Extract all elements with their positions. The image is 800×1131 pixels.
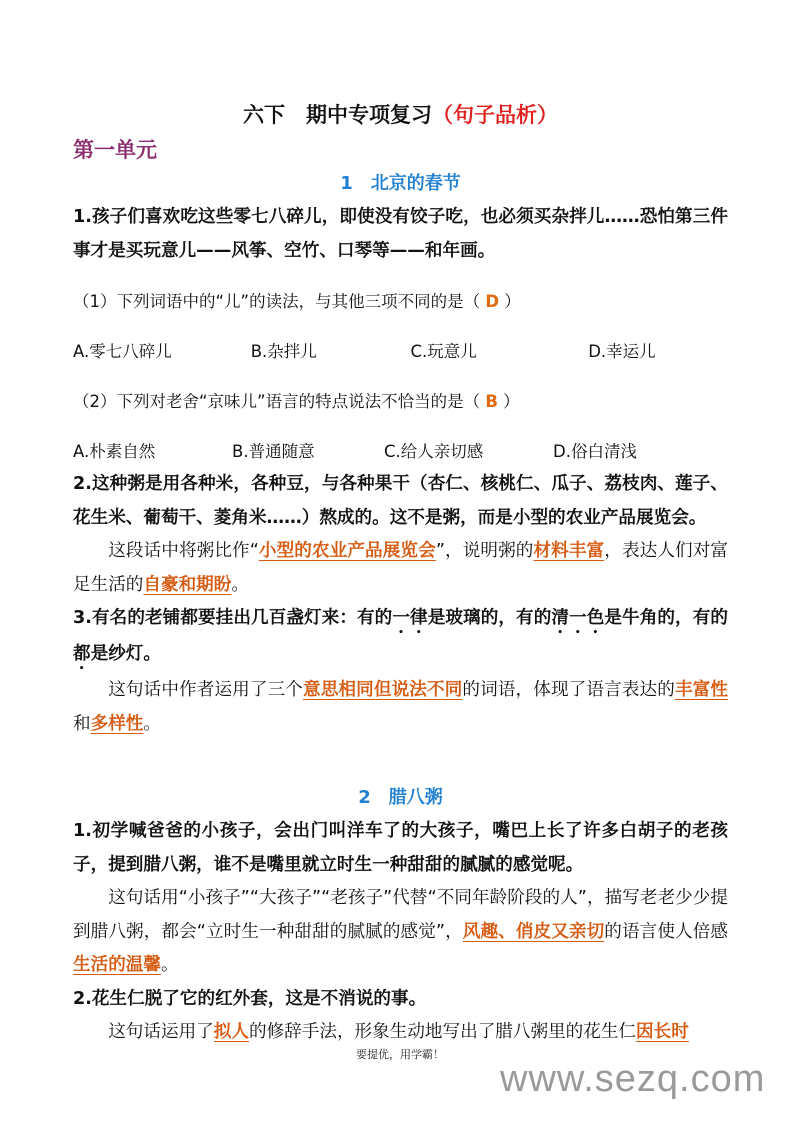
- text-segment: 。: [231, 574, 249, 595]
- unit-heading: 第一单元: [73, 138, 157, 162]
- text-segment: ）: [497, 391, 520, 411]
- text-segment: 这段话中将粥比作“: [108, 541, 259, 561]
- text-segment: 这句话用“小孩子”“大孩子”“老孩子”代替“不同年龄阶段的人”，描写老老少少提到腊八粥，都会“立时生一种甜甜的腻腻的感觉”，: [73, 888, 728, 942]
- text-segment: （1）下列词语中的“儿”的读法，与其他三项不同的是（: [73, 291, 486, 311]
- text-segment: 2.花生仁脱了它的红外套，这是不消说的事。: [73, 988, 427, 1009]
- text-segment: （2）下列对老舍“京味儿”语言的特点说法不恰当的是（: [73, 391, 486, 411]
- sub-question: [73, 385, 728, 419]
- option-item: A.零七八碎儿: [73, 341, 172, 361]
- answer-highlight: 材料丰富: [533, 541, 605, 561]
- answer-choice: B: [485, 391, 498, 411]
- answer-highlight: 因长时: [636, 1022, 689, 1042]
- title-main: 六下 期中专项复习: [243, 103, 432, 127]
- text-segment: 的修辞手法，形象生动地写出了腊八粥里的花生仁: [248, 1022, 637, 1042]
- answer-text: [73, 674, 728, 741]
- emphasized-word: 一律: [392, 608, 428, 628]
- text-segment: 1.孩子们喜欢吃这些零七八碎儿，即使没有饺子吃，也必须买杂拌儿……恐怕第三件事才是买玩意儿——风筝、空竹、口琴等——和年画。: [73, 207, 728, 261]
- answer-choice: D: [485, 291, 500, 311]
- answer-text: [73, 882, 728, 983]
- option-item: C.玩意儿: [410, 341, 477, 361]
- text-segment: 是纱灯。: [90, 644, 161, 664]
- answer-highlight: 自豪和期盼: [143, 574, 232, 595]
- footer-slogan: 要提优，用学霸！: [356, 1048, 444, 1061]
- text-segment: 1.初学喊爸爸的小孩子，会出门叫洋车了的大孩子，嘴巴上长了许多白胡子的老孩子，提到腊八粥，谁不是嘴里就立时生一种甜甜的腻腻的感觉呢。: [73, 821, 728, 875]
- document-page: [73, 97, 728, 1050]
- option-item: B.杂拌儿: [250, 341, 317, 361]
- answer-highlight: 多样性: [90, 713, 144, 734]
- text-segment: 。: [160, 955, 179, 975]
- option-row: [73, 335, 728, 369]
- text-segment: ）: [499, 291, 521, 311]
- text-segment: 的词语，体现了语言表达的: [462, 680, 675, 700]
- sub-question: [73, 285, 728, 319]
- option-item: D.幸运儿: [588, 341, 656, 361]
- option-item: C.给人亲切感: [384, 441, 484, 461]
- text-segment: 。: [143, 713, 162, 734]
- text-segment: 这句话运用了: [108, 1022, 214, 1042]
- question-text: [73, 201, 728, 268]
- text-segment: ，表达人们对富足生活的: [73, 541, 728, 595]
- title-sub: （句子品析）: [432, 103, 558, 127]
- answer-text: [73, 535, 728, 602]
- text-segment: 是玻璃的，有的: [427, 608, 552, 628]
- page-title: [73, 97, 728, 133]
- answer-highlight: 丰富性: [674, 680, 728, 700]
- text-segment: 3.有名的老铺都要挂出几百盏灯来：有的: [73, 608, 393, 628]
- emphasized-word: 清一色: [551, 608, 605, 628]
- text-segment: 是牛角的，有的: [604, 608, 728, 628]
- text-segment: 这句话中作者运用了三个: [108, 680, 304, 700]
- answer-text: [73, 1016, 728, 1050]
- question-text: [73, 468, 728, 535]
- text-segment: 和: [73, 713, 91, 734]
- spacer: [73, 741, 728, 781]
- option-row: [73, 435, 728, 469]
- question-text: [73, 815, 728, 882]
- answer-highlight: 拟人: [213, 1022, 249, 1042]
- option-item: D.俗白清浅: [553, 441, 637, 461]
- text-segment: ”，说明粥的: [435, 541, 534, 561]
- answer-highlight: 意思相同但说法不同: [303, 680, 463, 700]
- lesson-heading: 2 腊八粥: [358, 787, 443, 808]
- answer-highlight: 生活的温馨: [73, 955, 161, 975]
- text-segment: 的语言使人倍感: [604, 921, 728, 942]
- watermark: www.sezq.com: [500, 1058, 766, 1100]
- question-text: [73, 602, 728, 674]
- answer-highlight: 小型的农业产品展览会: [258, 541, 436, 561]
- lesson-heading: 1 北京的春节: [340, 173, 461, 194]
- answer-highlight: 风趣、俏皮又亲切: [462, 921, 605, 942]
- option-item: B.普通随意: [232, 441, 315, 461]
- lessons: [73, 167, 728, 1050]
- emphasized-word: 都: [73, 644, 91, 664]
- text-segment: 2.这种粥是用各种米，各种豆，与各种果干（杏仁、核桃仁、瓜子、荔枝肉、莲子、花生米、葡萄干、菱角米……）熬成的。这不是粥，而是小型的农业产品展览会。: [73, 474, 728, 528]
- option-item: A.朴素自然: [73, 441, 156, 461]
- question-text: [73, 983, 728, 1017]
